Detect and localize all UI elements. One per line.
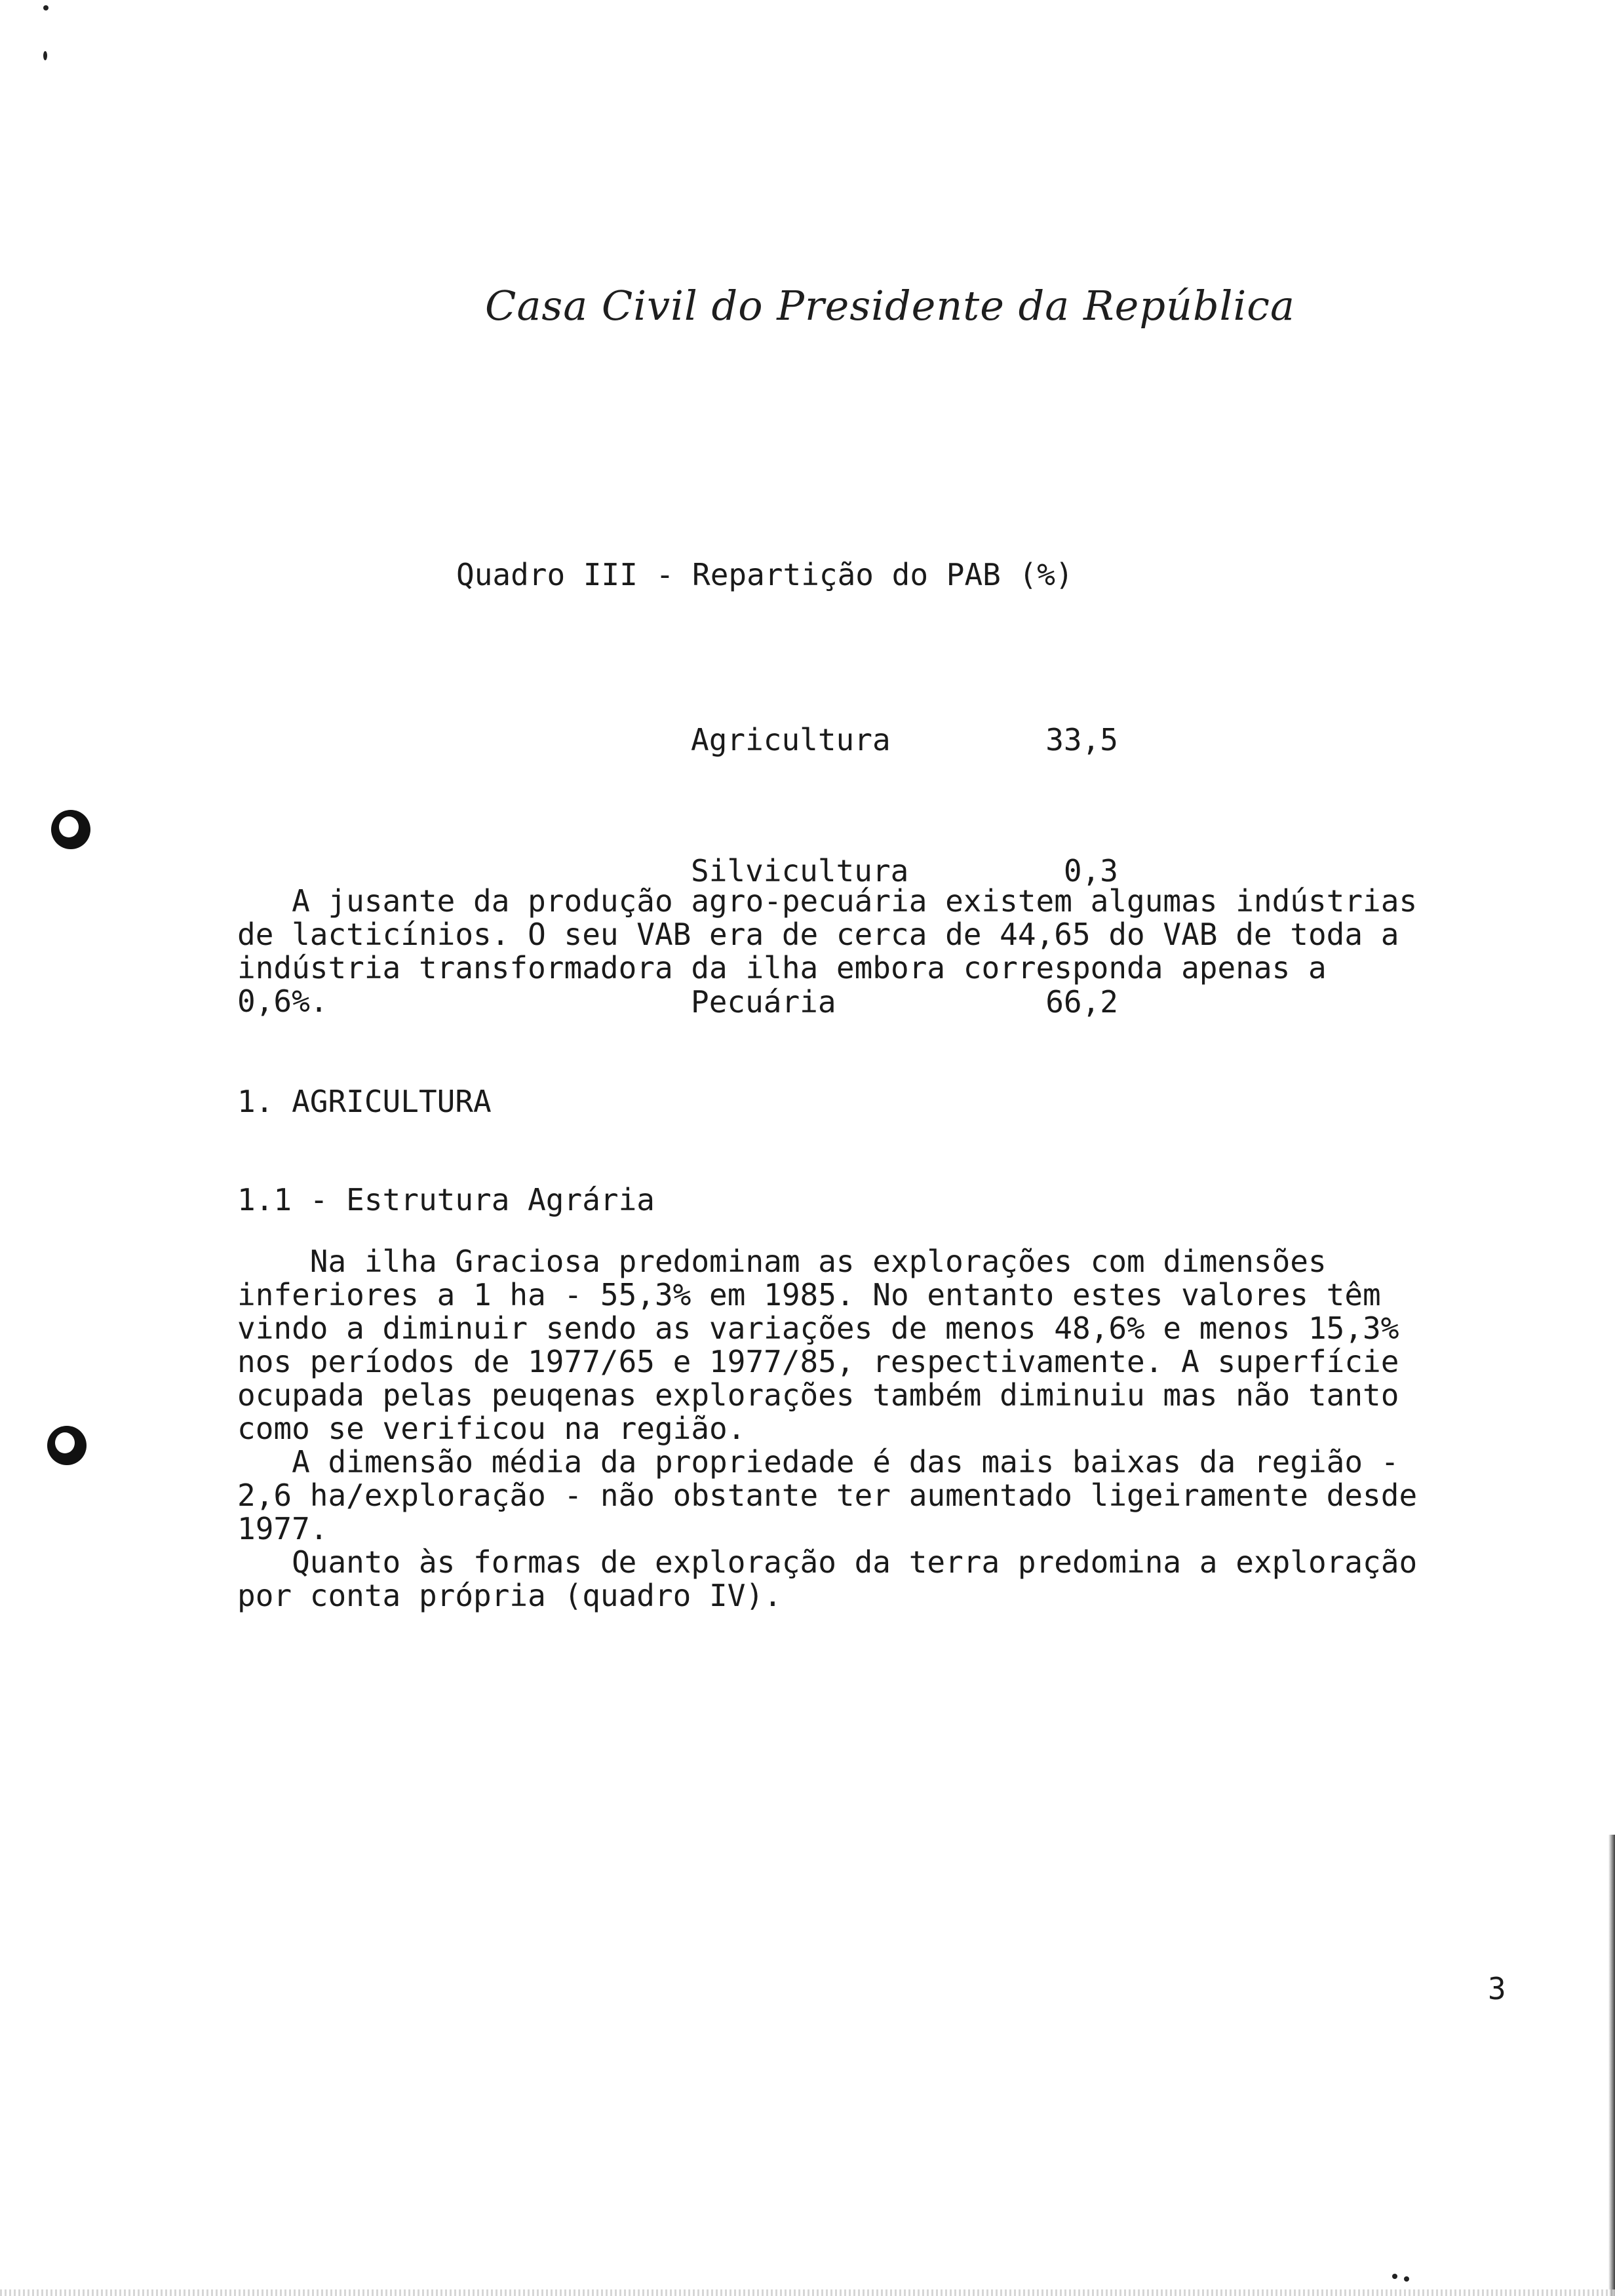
table-row-value: 0,3 [1063,853,1118,889]
scan-speck [43,5,49,10]
table-row-value: 33,5 [1045,722,1118,757]
scan-edge-noise [0,2289,1615,2296]
table-row-label: Agricultura [691,722,891,757]
subsection-heading: 1.1 - Estrutura Agrária [237,1182,655,1217]
punch-hole-icon [47,1426,87,1465]
paragraph-dairy-industry: A jusante da produção agro-pecuária existem algumas indústrias de lacticínios. O seu VAB era de cerca de 44,65 do VAB de toda a indústria transformadora da ilha embora corresponda apenas a 0,6%. [237,883,1418,1019]
scan-speck [1404,2276,1409,2282]
paragraph-land-structure: Na ilha Graciosa predominam as explorações com dimensões inferiores a 1 ha - 55,3% em 1985. No entanto estes valores têm vindo a diminuir sendo as variações de menos 48,6% e menos 15,3% nos períodos de 1977/65 e 1977/85, respectivamente. A superfície ocupada pelas peuqenas explorações também diminuiu mas não tanto como se verificou na região. A dimensão média da propriedade é das mais baixas da região - 2,6 ha/exploração - não obstante ter aumentado ligeiramente desde 1977. Quanto às formas de exploração da terra predomina a exploração por conta própria (quadro IV). [237,1244,1418,1613]
scan-edge-shadow [1608,1835,1615,2296]
table-row [691,722,1118,788]
page-number: 3 [1488,1971,1506,2006]
scan-speck [43,51,47,60]
punch-hole-icon [51,810,90,849]
letterhead: Casa Civil do Presidente da República [485,282,1295,330]
table-title: Quadro III - Repartição do PAB (%) [456,557,1074,592]
table-row-label: Pecuária [691,984,836,1020]
section-heading: 1. AGRICULTURA [237,1084,492,1119]
scan-speck [1392,2274,1397,2279]
table-row-label: Silvicultura [691,853,909,889]
table-row-value: 66,2 [1045,984,1118,1020]
